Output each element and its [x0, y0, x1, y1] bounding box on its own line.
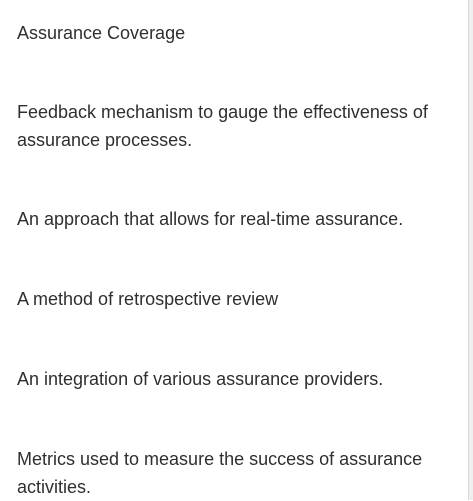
answer-option[interactable]: An approach that allows for real-time assurance. [17, 209, 404, 229]
answer-option[interactable]: A method of retrospective review [17, 289, 279, 309]
answer-option[interactable]: Metrics used to measure the success of assurance activities. [17, 449, 423, 497]
question-title: Assurance Coverage [17, 23, 186, 43]
vertical-scrollbar[interactable] [469, 0, 473, 500]
answer-option[interactable]: An integration of various assurance providers. [17, 369, 384, 389]
answer-option[interactable]: Feedback mechanism to gauge the effectiveness of assurance processes. [17, 102, 428, 150]
